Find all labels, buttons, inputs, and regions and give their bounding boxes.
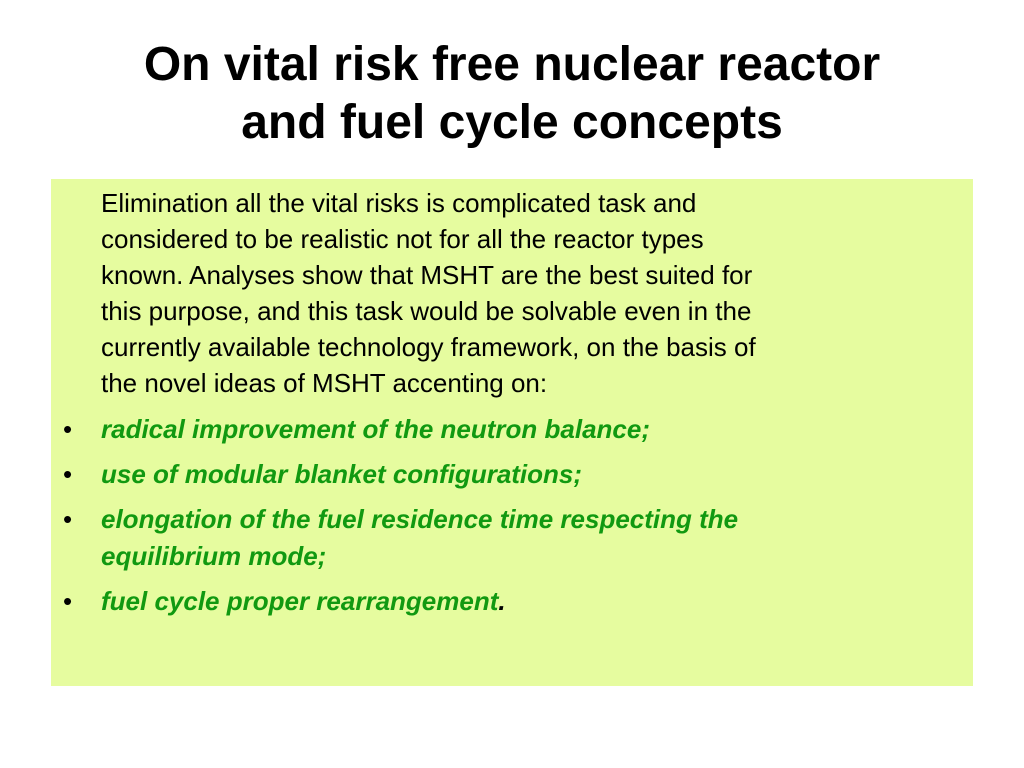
- bullet-icon: •: [63, 414, 73, 444]
- bullet-text: [101, 411, 973, 448]
- bullet-icon: •: [63, 504, 73, 534]
- paragraph-line-5: currently available technology framework, on the basis of: [101, 332, 756, 362]
- bullet-line: use of modular blanket configurations;: [101, 459, 583, 489]
- paragraph-line-2: considered to be realistic not for all the reactor types: [101, 224, 704, 254]
- paragraph-line-3: known. Analyses show that MSHT are the best suited for: [101, 260, 753, 290]
- paragraph-line-4: this purpose, and this task would be solvable even in the: [101, 296, 752, 326]
- bullet-icon: •: [63, 586, 73, 616]
- bullet-item-fuel-cycle: [51, 583, 973, 620]
- title-line-1: On vital risk free nuclear reactor: [143, 38, 881, 91]
- intro-paragraph: [101, 185, 967, 401]
- bullet-line: elongation of the fuel residence time respecting the: [101, 504, 739, 534]
- content-box: [51, 179, 973, 686]
- bullet-item-neutron-balance: [51, 411, 973, 448]
- bullet-icon: •: [63, 459, 73, 489]
- bullet-item-fuel-residence: [51, 501, 973, 575]
- title-line-2: and fuel cycle concepts: [241, 96, 783, 149]
- bullet-list: [51, 411, 973, 628]
- bullet-text: [101, 583, 973, 620]
- bullet-tail-period: .: [498, 586, 506, 616]
- slide-title: [0, 36, 1024, 152]
- bullet-item-modular-blanket: [51, 456, 973, 493]
- bullet-text: [101, 456, 973, 493]
- bullet-text: [101, 501, 973, 575]
- paragraph-line-6: the novel ideas of MSHT accenting on:: [101, 368, 548, 398]
- bullet-line: radical improvement of the neutron balance;: [101, 414, 650, 444]
- paragraph-line-1: Elimination all the vital risks is complicated task and: [101, 188, 697, 218]
- bullet-line-text: fuel cycle proper rearrangement: [101, 586, 499, 616]
- bullet-line: [101, 583, 973, 620]
- bullet-line: equilibrium mode;: [101, 541, 327, 571]
